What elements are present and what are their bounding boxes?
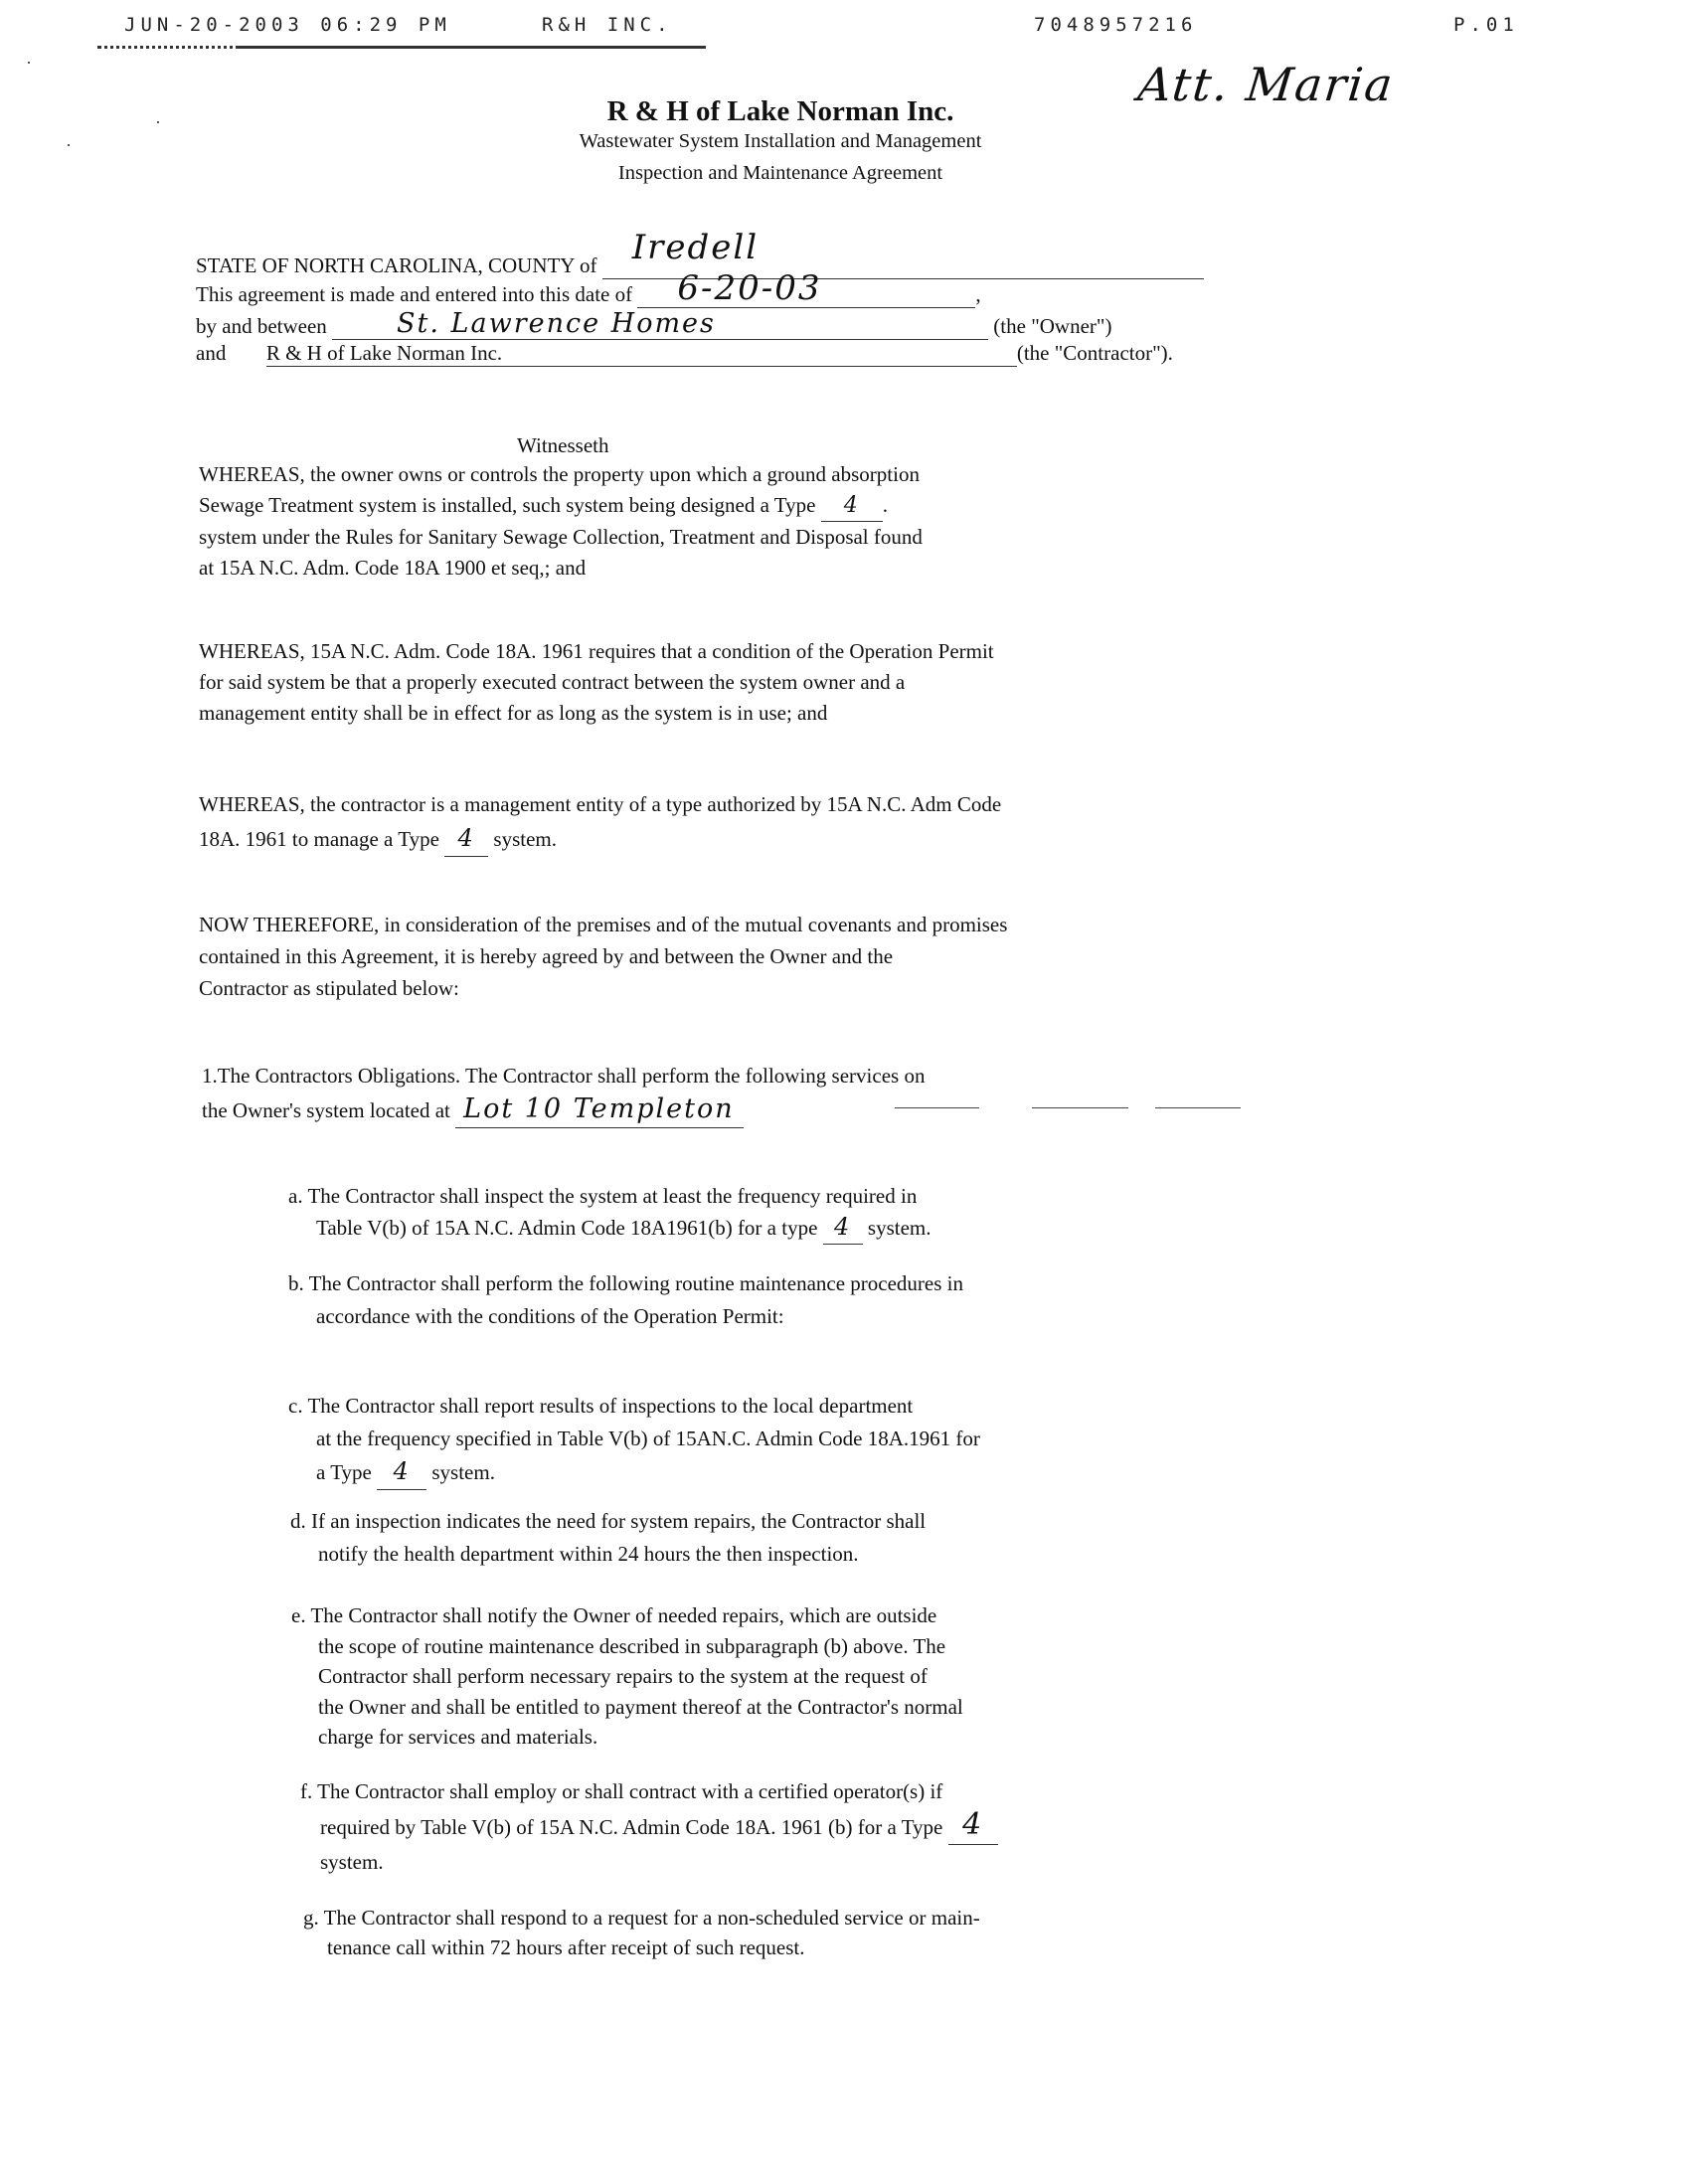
item-c xyxy=(288,1390,980,1490)
item-c-line-3-text: a Type xyxy=(316,1460,372,1484)
item-e-line-5: charge for services and materials. xyxy=(318,1725,598,1749)
handwritten-attention-note: Att. Maria xyxy=(1135,58,1398,111)
owner-line xyxy=(196,308,1112,340)
location-blank-2 xyxy=(895,1107,979,1108)
date-value: 6-20-03 xyxy=(677,268,822,308)
item-f-line-2 xyxy=(300,1808,998,1845)
scan-speck xyxy=(28,62,30,64)
and-label: and xyxy=(196,341,227,365)
item-c-line-1: c. The Contractor shall report results of inspections to the local department xyxy=(288,1394,914,1418)
fax-phone: 7048957216 xyxy=(1034,14,1198,36)
contractor-line xyxy=(196,341,1173,367)
item-g-line-1: g. The Contractor shall respond to a request for a non-scheduled service or main- xyxy=(303,1906,980,1930)
now-therefore-line-3: Contractor as stipulated below: xyxy=(199,976,459,1000)
contractor-suffix: (the "Contractor"). xyxy=(1016,341,1173,365)
whereas-1-line-2: Sewage Treatment system is installed, such system being designed a Type 4 . xyxy=(199,490,923,522)
contractor-field xyxy=(266,341,1017,367)
item-e-line-1: e. The Contractor shall notify the Owner of needed repairs, which are outside xyxy=(291,1603,937,1627)
item-d xyxy=(290,1505,926,1571)
date-field xyxy=(637,268,975,308)
type-field xyxy=(823,1212,863,1245)
owner-suffix: (the "Owner") xyxy=(993,314,1112,338)
now-therefore-paragraph xyxy=(199,909,1007,1004)
whereas-1-line-3: system under the Rules for Sanitary Sewage Collection, Treatment and Disposal found xyxy=(199,525,923,549)
item-f-line-1: f. The Contractor shall employ or shall contract with a certified operator(s) if xyxy=(300,1779,943,1803)
obligations-line-2 xyxy=(202,1092,925,1128)
now-therefore-line-1: NOW THEREFORE, in consideration of the premises and of the mutual covenants and promises xyxy=(199,913,1008,936)
company-title: R & H of Lake Norman Inc. xyxy=(606,95,954,127)
agreement-subtitle-1: Wastewater System Installation and Management xyxy=(579,130,982,152)
whereas-2-line-1: WHEREAS, 15A N.C. Adm. Code 18A. 1961 requires that a condition of the Operation Permit xyxy=(199,639,994,663)
fax-datetime: JUN-20-2003 06:29 PM xyxy=(124,14,451,36)
item-b-line-1: b. The Contractor shall perform the following routine maintenance procedures in xyxy=(288,1271,963,1295)
date-label: This agreement is made and entered into this date of xyxy=(196,282,633,306)
whereas-3-line-2-end: system. xyxy=(493,827,558,851)
whereas-3-line-2 xyxy=(199,821,1001,857)
state-label: STATE OF NORTH CAROLINA, COUNTY of xyxy=(196,253,597,277)
type-field xyxy=(821,490,883,522)
fax-header-rule-solid xyxy=(239,46,706,49)
location-blank-4 xyxy=(1155,1107,1241,1108)
item-c-line-3 xyxy=(288,1455,980,1490)
whereas-paragraph-1 xyxy=(199,459,923,584)
item-d-line-2: notify the health department within 24 hours the then inspection. xyxy=(318,1542,859,1566)
item-a xyxy=(288,1181,932,1245)
fax-sender: R&H INC. xyxy=(542,14,673,36)
agreement-subtitle-2: Inspection and Maintenance Agreement xyxy=(617,162,943,184)
type-value: 4 xyxy=(843,493,860,518)
item-g-line-2: tenance call within 72 hours after receipt of such request. xyxy=(327,1935,805,1959)
item-d-line-1: d. If an inspection indicates the need for system repairs, the Contractor shall xyxy=(290,1509,927,1533)
owner-field xyxy=(332,308,988,340)
item-e-line-4: the Owner and shall be entitled to payment thereof at the Contractor's normal xyxy=(318,1694,963,1719)
type-value: 4 xyxy=(834,1213,852,1241)
item-b xyxy=(288,1267,963,1333)
owner-value: St. Lawrence Homes xyxy=(397,308,716,339)
whereas-paragraph-2 xyxy=(199,636,994,729)
location-field xyxy=(455,1092,744,1128)
item-b-line-2: accordance with the conditions of the Operation Permit: xyxy=(316,1304,784,1328)
whereas-3-line-2-text: 18A. 1961 to manage a Type xyxy=(199,827,439,851)
whereas-1-line-1: WHEREAS, the owner owns or controls the property upon which a ground absorption xyxy=(199,462,920,486)
item-f-line-3: system. xyxy=(320,1850,384,1874)
item-f xyxy=(300,1774,998,1879)
whereas-2-line-3: management entity shall be in effect for as long as the system is in use; and xyxy=(199,701,828,725)
item-f-line-2-text: required by Table V(b) of 15A N.C. Admin Code 18A. 1961 (b) for a Type xyxy=(320,1815,943,1839)
type-field xyxy=(948,1808,998,1845)
type-value: 4 xyxy=(962,1807,984,1842)
item-g xyxy=(303,1903,980,1962)
type-value: 4 xyxy=(457,824,475,852)
location-blank-3 xyxy=(1032,1107,1128,1108)
type-field xyxy=(444,821,488,857)
contractor-value: R & H of Lake Norman Inc. xyxy=(265,341,503,365)
whereas-paragraph-3 xyxy=(199,787,1001,857)
county-value: Iredell xyxy=(631,228,760,267)
whereas-3-line-1: WHEREAS, the contractor is a management entity of a type authorized by 15A N.C. Adm Code xyxy=(199,792,1002,816)
now-therefore-line-2: contained in this Agreement, it is hereby agreed by and between the Owner and the xyxy=(199,944,894,968)
obligations-line-2-text: the Owner's system located at xyxy=(202,1098,450,1122)
item-c-line-3-end: system. xyxy=(431,1460,495,1484)
item-a-line-2-text: Table V(b) of 15A N.C. Admin Code 18A1961(b) for a type xyxy=(316,1216,818,1240)
item-e-line-3: Contractor shall perform necessary repairs to the system at the request of xyxy=(318,1664,928,1688)
type-value: 4 xyxy=(393,1457,411,1485)
whereas-2-line-2: for said system be that a properly executed contract between the system owner and a xyxy=(199,670,906,694)
item-a-line-2 xyxy=(288,1212,932,1245)
location-value: Lot 10 Templeton xyxy=(463,1093,735,1124)
date-line: This agreement is made and entered into this date of 6-20-03 , xyxy=(196,268,981,308)
whereas-1-line-2-text: Sewage Treatment system is installed, such system being designed a Type xyxy=(199,493,816,517)
between-label: by and between xyxy=(196,314,327,338)
item-e-line-2: the scope of routine maintenance described in subparagraph (b) above. The xyxy=(318,1633,946,1658)
fax-page-number: P.01 xyxy=(1453,14,1519,36)
obligations-paragraph xyxy=(202,1060,925,1128)
type-field xyxy=(377,1455,426,1490)
item-c-line-2: at the frequency specified in Table V(b) of 15AN.C. Admin Code 18A.1961 for xyxy=(316,1427,980,1450)
item-a-line-1: a. The Contractor shall inspect the system at least the frequency required in xyxy=(288,1184,918,1208)
whereas-1-line-4: at 15A N.C. Adm. Code 18A 1900 et seq,; and xyxy=(199,556,587,580)
item-a-line-2-end: system. xyxy=(867,1216,932,1240)
witnesseth-heading: Witnesseth xyxy=(517,433,609,457)
item-e xyxy=(291,1600,963,1753)
obligations-line-1: 1.The Contractors Obligations. The Contractor shall perform the following services on xyxy=(202,1064,926,1088)
